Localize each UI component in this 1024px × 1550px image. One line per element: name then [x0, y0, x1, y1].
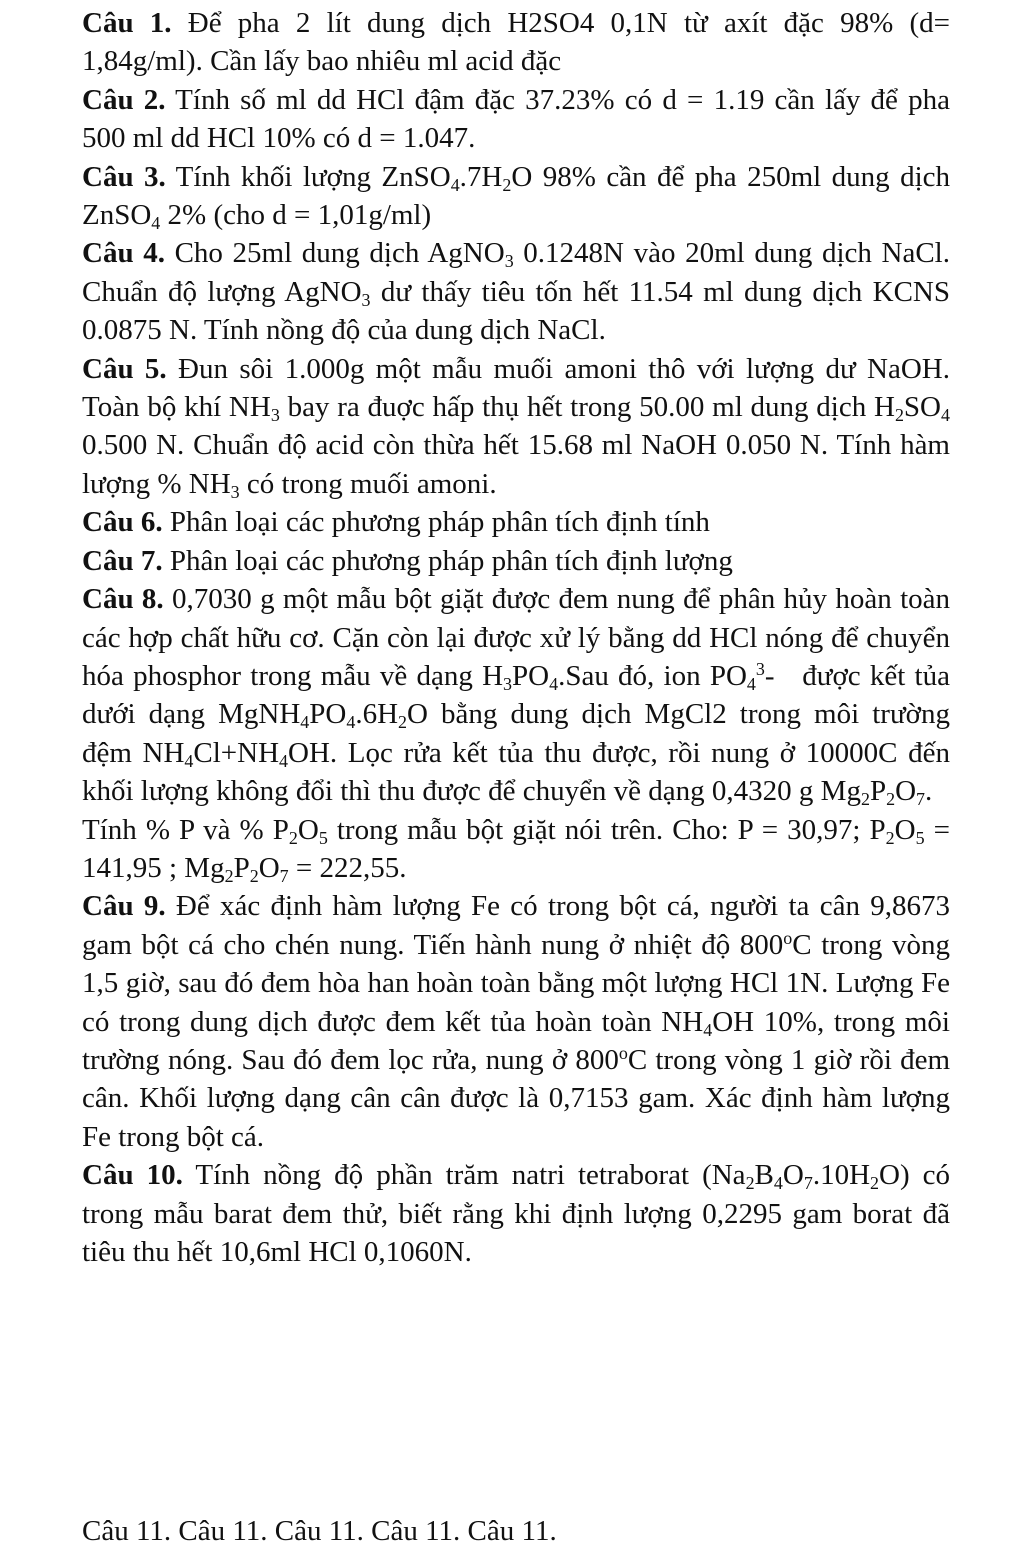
question-8-followup-text: O	[258, 851, 280, 884]
question-9-text: C trong vòng 1 giờ rồi đem cân. Khối lượng dạng cân cân được là 0,7153 gam. Xác định hàm lượng Fe trong bột cá.	[82, 1043, 951, 1153]
question-4-text: 0.1248N vào 20ml dung dịch NaCl. Chuẩn độ lượng AgNO	[82, 237, 950, 308]
question-4	[82, 234, 950, 349]
question-5-text: Đun sôi 1.000g một mẫu muối amoni thô với lượng dư NaOH. Toàn bộ khí NH	[82, 352, 950, 424]
question-2-text: Tính số ml dd HCl đậm đặc 37.23% có d = 1.19 cần lấy để pha 500 ml dd HCl 10% có d = 1.047.	[82, 83, 950, 155]
subscript: 4	[151, 213, 161, 234]
question-8-text: 0,7030 g một mẫu bột giặt được đem nung để phân hủy hoàn toàn các hợp chất hữu cơ. Cặn còn lại được xử lý bằng dd HCl nóng để chuyển hóa phosphor trong mẫu về dạng H	[82, 583, 950, 692]
subscript: 2	[224, 865, 234, 886]
subscript: 3	[270, 405, 280, 426]
question-10-text: B	[754, 1159, 774, 1192]
subscript: 4	[184, 750, 194, 771]
subscript: 2	[894, 405, 904, 426]
subscript: 5	[915, 827, 925, 848]
question-8-text: - được kết tủa dưới dạng MgNH	[82, 659, 958, 731]
question-10-label: Câu 10.	[82, 1159, 183, 1192]
question-10-text: O) có trong mẫu barat đem thử, biết rằng khi định lượng 0,2295 gam borat đã tiêu thu hết 10,6ml HCl 0,1060N.	[82, 1159, 950, 1268]
subscript: 4	[279, 750, 289, 771]
exercise-list	[82, 4, 958, 1271]
question-8-followup-text: = 222,55.	[288, 851, 407, 884]
question-7	[82, 542, 950, 580]
subscript: 4	[703, 1019, 713, 1040]
question-5-text: bay ra đuợc hấp thụ hết trong 50.00 ml dung dịch H	[279, 391, 895, 424]
question-5-text: 0.500 N. Chuẩn độ acid còn thừa hết 15.68 ml NaOH 0.050 N. Tính hàm lượng % NH	[82, 429, 950, 500]
question-10	[82, 1156, 950, 1271]
subscript: 7	[279, 865, 289, 886]
subscript: 4	[773, 1173, 783, 1194]
subscript: 4	[746, 673, 756, 694]
question-6-label: Câu 6.	[82, 506, 163, 539]
question-8-text: O	[895, 775, 917, 808]
question-4-text: dư thấy tiêu tốn hết 11.54 ml dung dịch KCNS 0.0875 N. Tính nồng độ của dung dịch NaCl.	[82, 275, 950, 347]
cut-off-next-line	[82, 1515, 950, 1547]
subscript: 3	[361, 289, 371, 310]
question-8-followup-text: Tính % P và % P	[82, 813, 289, 846]
subscript: 2	[745, 1173, 755, 1194]
question-3-text: .7H	[459, 160, 503, 193]
question-8-label: Câu 8.	[82, 583, 164, 616]
subscript: 5	[318, 827, 328, 848]
subscript: 4	[450, 174, 460, 195]
superscript: o	[783, 927, 793, 948]
subscript: 3	[230, 481, 240, 502]
question-3-text: Tính khối lượng ZnSO	[165, 160, 451, 193]
question-8-text: OH. Lọc rửa kết tủa thu được, rồi nung ở 10000C đến khối lượng không đổi thì thu được để chuyển về dạng 0,4320 g Mg	[82, 736, 950, 808]
subscript: 2	[249, 865, 259, 886]
subscript: 3	[504, 251, 514, 272]
question-8-followup	[82, 811, 950, 888]
subscript: 2	[288, 827, 298, 848]
question-9-text: Để xác định hàm lượng Fe có trong bột cá, người ta cân 9,8673 gam bột cá cho chén nung. Tiến hành nung ở nhiệt độ 800	[82, 890, 951, 961]
question-8-followup-text: O	[297, 813, 319, 846]
subscript: 3	[503, 673, 513, 694]
question-7-label: Câu 7.	[82, 544, 163, 577]
subscript: 2	[502, 174, 512, 195]
question-5-label: Câu 5.	[82, 352, 167, 385]
question-8-text: .6H	[355, 698, 399, 731]
question-1	[82, 4, 950, 81]
question-3-label: Câu 3.	[82, 160, 166, 193]
question-6	[82, 503, 950, 541]
question-7-text: Phân loại các phương pháp phân tích định lượng	[162, 544, 733, 577]
question-9-text: OH 10%, trong môi trường nóng. Sau đó đem lọc rửa, nung ở 800	[82, 1005, 950, 1076]
superscript: o	[618, 1043, 628, 1064]
question-10-text: Tính nồng độ phần trăm natri tetraborat (Na	[182, 1159, 746, 1192]
question-10-text: .10H	[812, 1159, 871, 1192]
question-9-label: Câu 9.	[82, 890, 166, 923]
question-8	[82, 580, 958, 810]
question-9-text: C trong vòng 1,5 giờ, sau đó đem hòa han hoàn toàn bằng một lượng HCl 1N. Lượng Fe có trong dung dịch được đem kết tủa hoàn toàn NH	[82, 928, 950, 1038]
subscript: 2	[860, 789, 870, 810]
cut-off-text: Câu 11. Câu 11. Câu 11. Câu 11. Câu 11.	[82, 1515, 557, 1547]
subscript: 4	[941, 405, 950, 426]
subscript: 4	[346, 712, 356, 733]
question-2-label: Câu 2.	[82, 83, 166, 116]
question-8-text: PO	[512, 659, 550, 692]
question-8-followup-text: trong mẫu bột giặt nói trên. Cho: P = 30,97; P	[327, 813, 886, 846]
question-4-label: Câu 4.	[82, 237, 165, 270]
question-5-text: có trong muối amoni.	[239, 467, 497, 500]
question-8-text: PO	[309, 698, 347, 731]
question-8-followup-text: O	[894, 813, 916, 846]
question-3-text: 2% (cho d = 1,01g/ml)	[160, 199, 432, 232]
question-5	[82, 350, 950, 504]
subscript: 2	[886, 789, 896, 810]
question-8-text: Cl+NH	[193, 736, 280, 769]
question-6-text: Phân loại các phương pháp phân tích định tính	[162, 506, 710, 539]
subscript: 2	[398, 712, 408, 733]
subscript: 7	[916, 789, 926, 810]
question-1-label: Câu 1.	[82, 7, 172, 39]
question-5-text: SO	[903, 391, 941, 424]
question-8-text: .Sau đó, ion PO	[558, 659, 747, 692]
question-9	[82, 887, 950, 1156]
superscript: 3	[755, 659, 765, 680]
subscript: 7	[803, 1173, 813, 1194]
question-8-followup-text: = 141,95 ; Mg	[82, 813, 950, 884]
question-10-text: O	[782, 1159, 804, 1192]
question-2	[82, 81, 950, 158]
question-3-text: O 98% cần để pha 250ml dung dịch ZnSO	[82, 160, 950, 232]
subscript: 4	[300, 712, 310, 733]
subscript: 4	[549, 673, 559, 694]
question-4-text: Cho 25ml dung dịch AgNO	[164, 237, 505, 270]
question-8-text: P	[869, 775, 887, 808]
subscript: 2	[885, 827, 895, 848]
question-8-text: O bằng dung dịch MgCl2 trong môi trường đệm NH	[82, 698, 951, 769]
question-8-followup-text: P	[233, 851, 250, 884]
question-1-text: Để pha 2 lít dung dịch H2SO4 0,1N từ axít đặc 98% (d= 1,84g/ml). Cần lấy bao nhiêu ml acid đặc	[82, 7, 950, 78]
question-8-text: .	[925, 775, 933, 808]
question-3	[82, 158, 950, 235]
subscript: 2	[870, 1173, 879, 1194]
